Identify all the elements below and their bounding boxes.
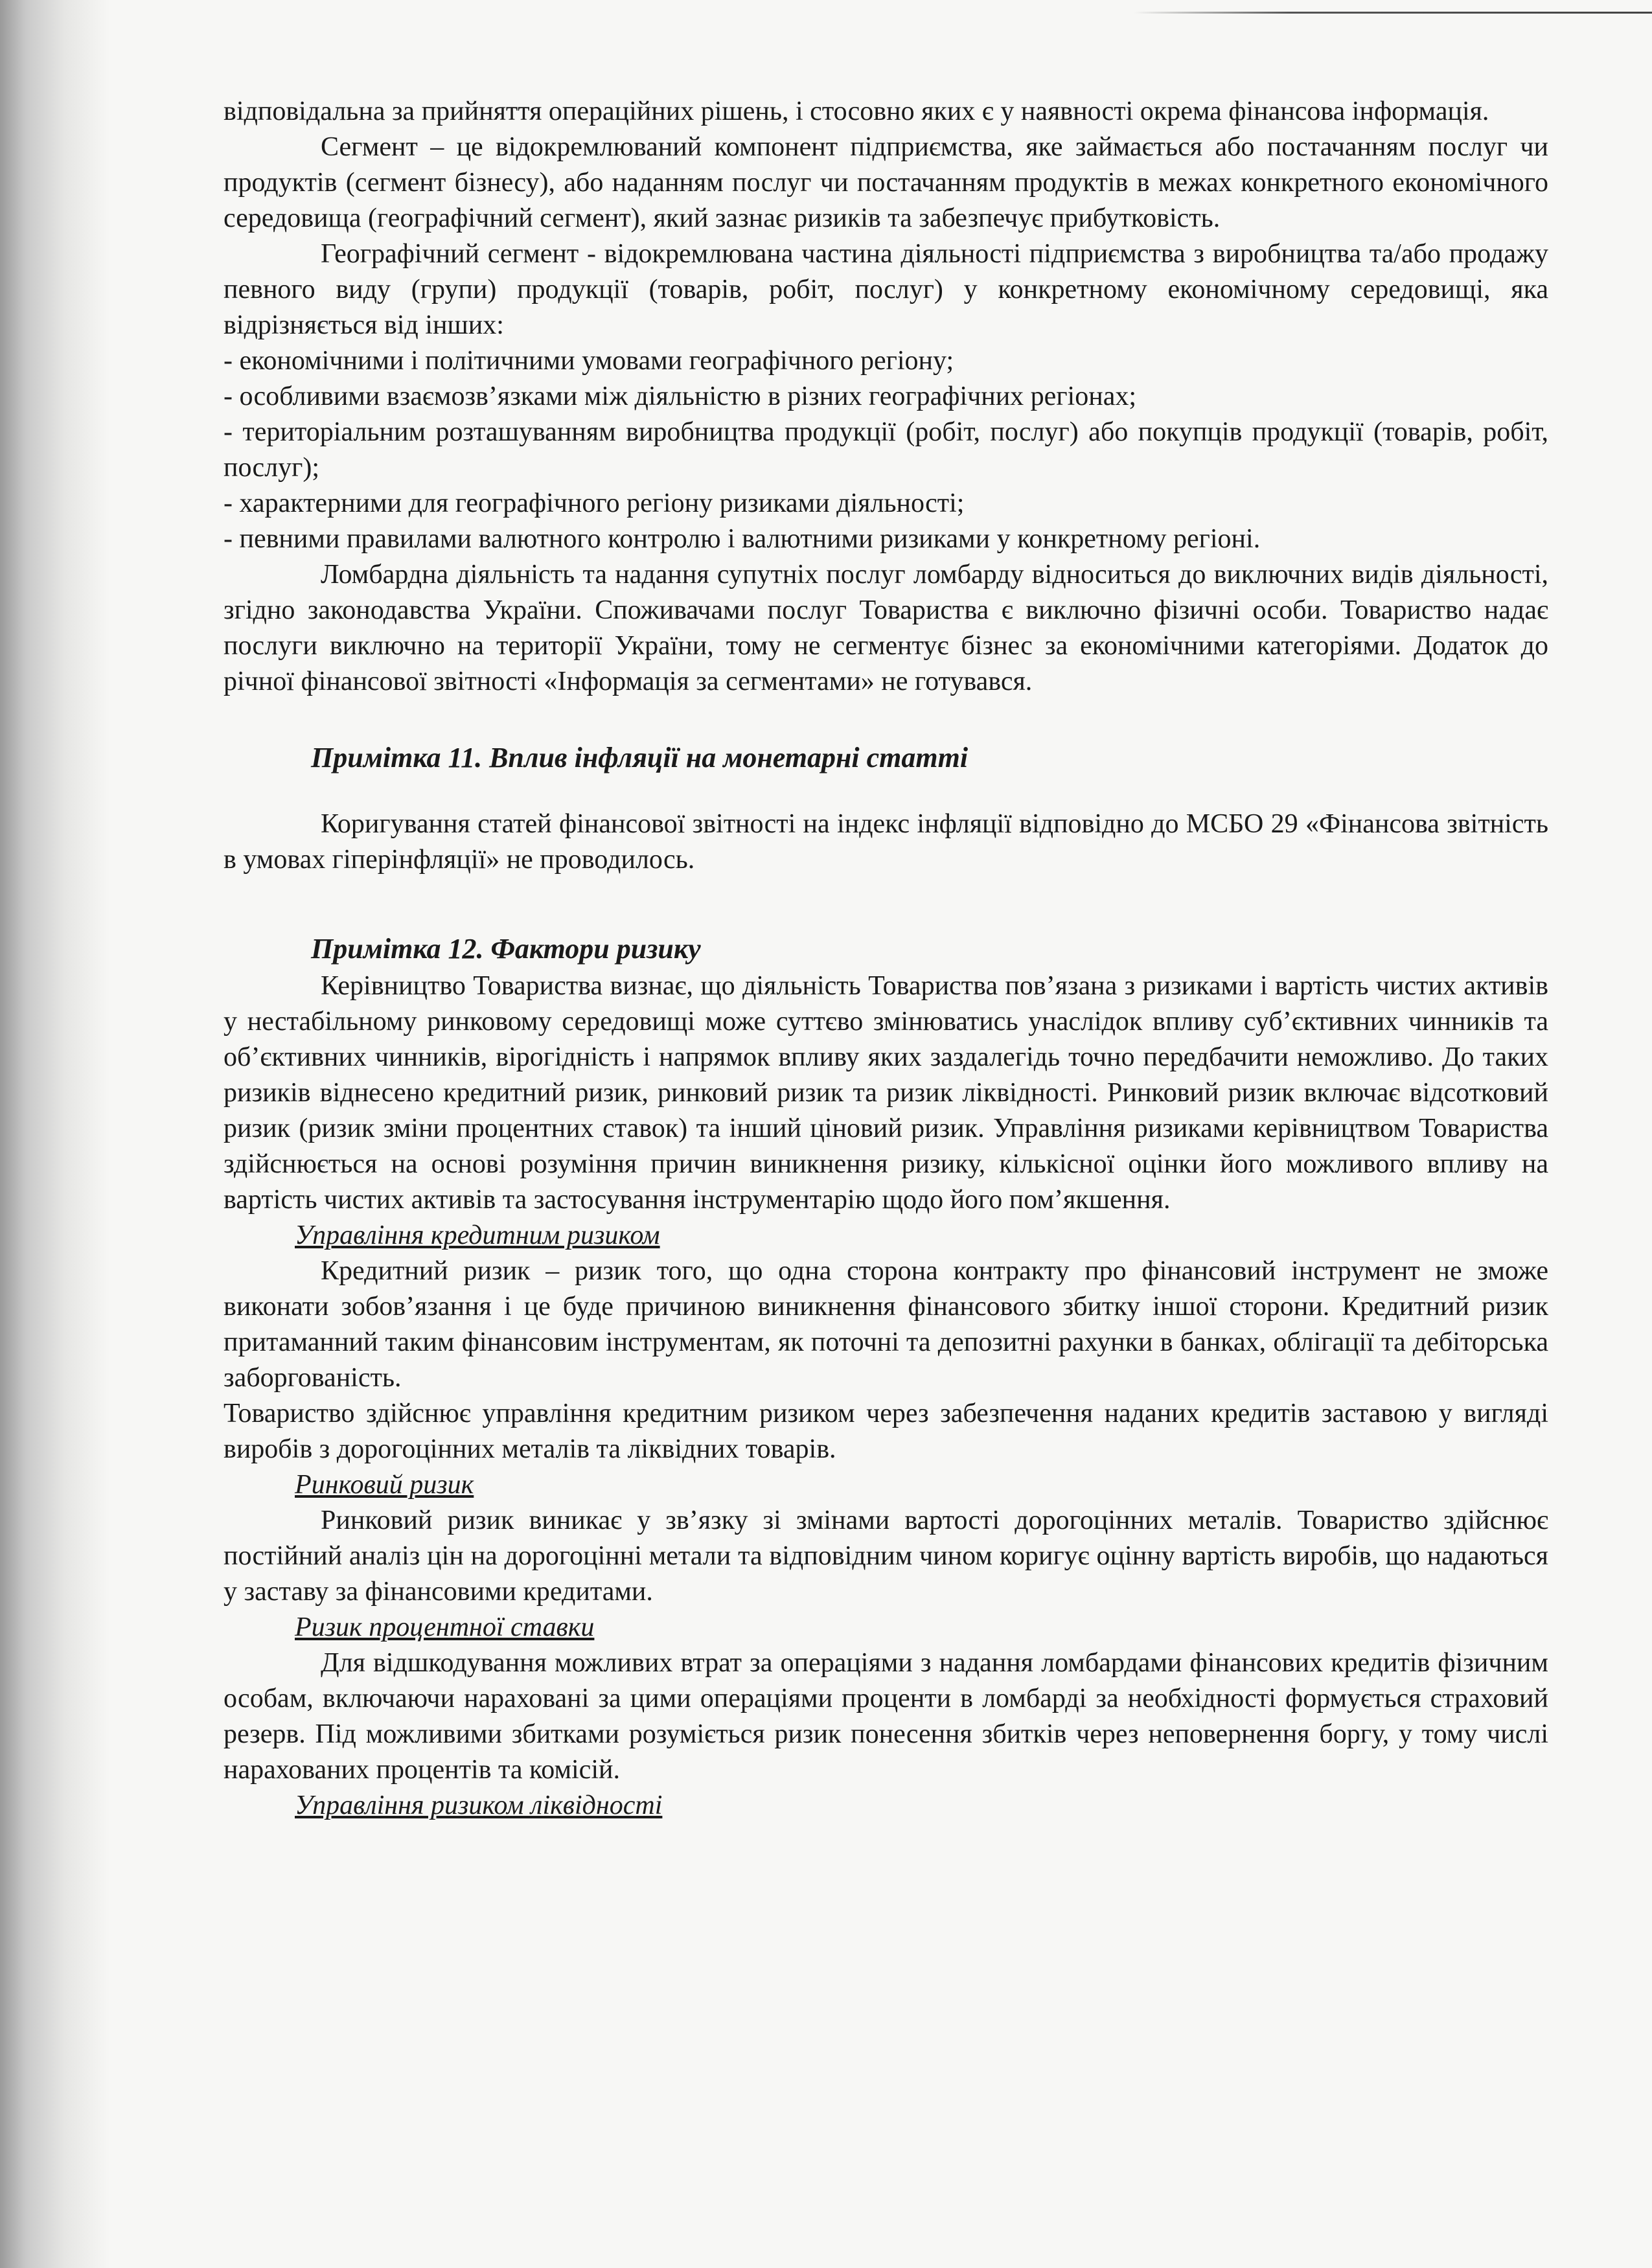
paragraph-interest-rate-risk: Для відшкодування можливих втрат за операціями з надання ломбардами фінансових кредитів фізичним особам, включаючи нараховані за цими операціями проценти в ломбарді за необхідності формується страховий резерв. Під можливими збитками розуміється ризик понесення збитків через неповернення боргу, у тому числі нарахованих процентів та комісій. [224,1648,1548,1785]
heading-note-12: Примітка 12. Фактори ризику [311,933,701,965]
list-item: - територіальним розташуванням виробництва продукції (робіт, послуг) або покупців продукції (товарів, робіт, послуг); [224,417,1548,483]
paragraph-credit-risk: Кредитний ризик – ризик того, що одна сторона контракту про фінансовий інструмент не зможе виконати зобов’язання і це буде причиною виникнення фінансового збитку іншої сторони. Кредитний ризик притаманний таким фінансовим інструментам, як поточні та депозитні рахунки в банках, облігації та дебіторська заборгованість. [224,1256,1548,1393]
paragraph-continuation: відповідальна за прийняття операційних рішень, і стосовно яких є у наявності окрема фінансова інформація. [224,97,1489,126]
scan-edge-shadow [0,0,110,2268]
list-item: - певними правилами валютного контролю і валютними ризиками у конкретному регіоні. [224,524,1261,554]
paragraph-segment-definition: Сегмент – це відокремлюваний компонент підприємства, яке займається або постачанням послуг чи продуктів (сегмент бізнесу), або наданням послуг чи постачанням продуктів в межах конкретного економічного середовища (географічний сегмент), який зазнає ризиків та забезпечує прибутковість. [224,132,1548,233]
paragraph-inflation: Коригування статей фінансової звітності на індекс інфляції відповідно до МСБО 29 «Фінансова звітність в умовах гіперінфляції» не проводилось. [224,809,1548,875]
subheading-credit-risk: Управління кредитним ризиком [295,1220,660,1250]
subheading-liquidity-risk: Управління ризиком ліквідності [295,1791,663,1820]
subheading-market-risk: Ринковий ризик [295,1470,474,1500]
list-item: - характерними для географічного регіону ризиками діяльності; [224,488,965,518]
document-page [224,94,1548,1824]
scan-top-line [1134,12,1652,14]
subheading-interest-rate-risk: Ризик процентної ставки [295,1612,595,1642]
paragraph-market-risk: Ринковий ризик виникає у зв’язку зі змінами вартості дорогоцінних металів. Товариство здійснює постійний аналіз цін на дорогоцінні метали та відповідним чином коригує оцінну вартість виробів, що надаються у заставу за фінансовими кредитами. [224,1506,1548,1607]
heading-note-11: Примітка 11. Вплив інфляції на монетарні статті [311,742,969,773]
paragraph-credit-risk-management: Товариство здійснює управління кредитним ризиком через забезпечення наданих кредитів заставою у вигляді виробів з дорогоцінних металів та ліквідних товарів. [224,1399,1548,1464]
list-item: - економічними і політичними умовами географічного регіону; [224,346,954,376]
list-item: - особливими взаємозв’язками між діяльністю в різних географічних регіонах; [224,382,1137,411]
paragraph-lombard-activity: Ломбардна діяльність та надання супутніх послуг ломбарду відноситься до виключних видів діяльності, згідно законодавства України. Споживачами послуг Товариства є виключно фізичні особи. Товариство надає послуги виключно на території України, тому не сегментує бізнес за економічними категоріями. Додаток до річної фінансової звітності «Інформація за сегментами» не готувався. [224,560,1548,696]
paragraph-risk-factors: Керівництво Товариства визнає, що діяльність Товариства пов’язана з ризиками і вартість чистих активів у нестабільному ринковому середовищі може суттєво змінюватись унаслідок впливу суб’єктивних чинників та об’єктивних чинників, вірогідність і напрямок впливу яких заздалегідь точно передбачити неможливо. До таких ризиків віднесено кредитний ризик, ринковий ризик та ризик ліквідності. Ринковий ризик включає відсотковий ризик (ризик зміни процентних ставок) та інший ціновий ризик. Управління ризиками керівництвом Товариства здійснюється на основі розуміння причин виникнення ризику, кількісної оцінки його можливого впливу на вартість чистих активів та застосування інструментарію щодо його пом’якшення. [224,971,1548,1215]
paragraph-geographic-segment: Географічний сегмент - відокремлювана частина діяльності підприємства з виробництва та/або продажу певного виду (групи) продукції (товарів, робіт, послуг) у конкретному економічному середовищі, яка відрізняється від інших: [224,239,1548,340]
